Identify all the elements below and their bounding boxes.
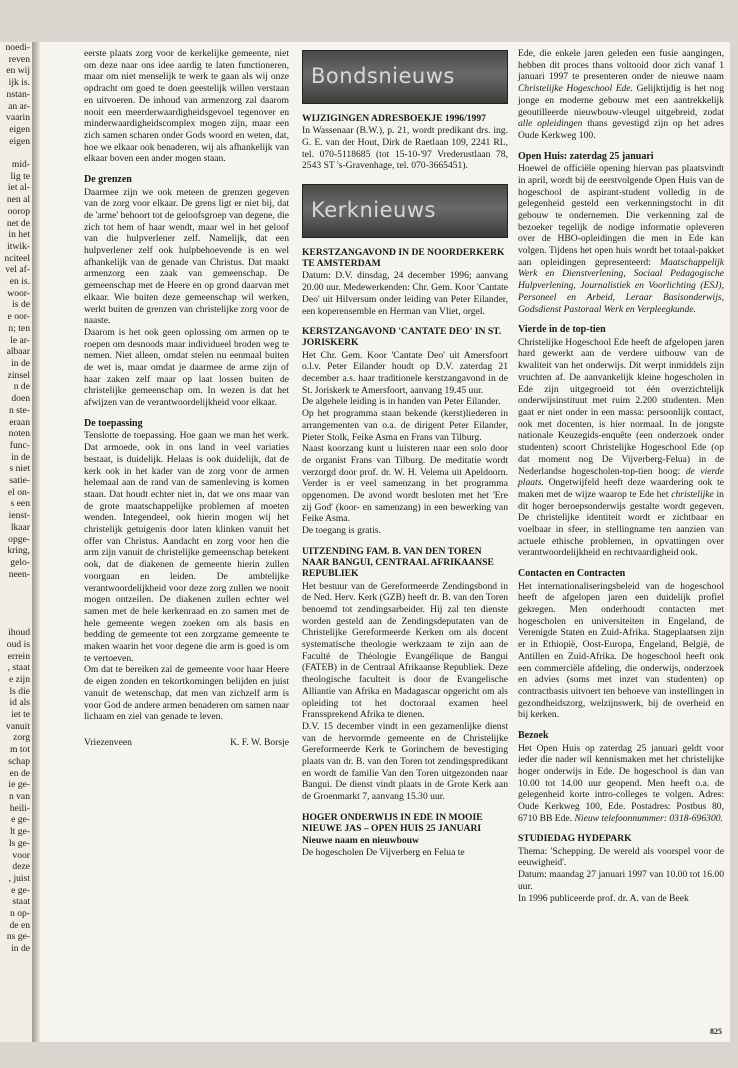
article-paragraph: Om dat te bereiken zal de gemeente voor haar Heere de eigen zonden en tekortkomingen belijden en juist vanuit de wetenschap, dat men van zichzelf arm is voor God de andere armen benaderen om samen naar lichaam en ziel van genade te leven. — [84, 664, 289, 723]
section-heading: Bezoek — [518, 730, 549, 742]
previous-page-line: lkaar — [10, 521, 30, 533]
previous-page-edge — [0, 42, 32, 1042]
previous-page-line: en is. — [9, 276, 30, 288]
news-paragraph: Het Open Huis op zaterdag 25 januari geldt voor ieder die nader wil kennismaken met het christelijke hoger onderwijs in Ede. De hogeschool is dan van 10.00 tot 14.00 uur geopend. Men heeft o.a. de gelegenheid korte intro-colleges te volgen. Adres: Oude Kerkweg 100, Ede. Postadres: Postbus 80, 6710 BB Ede. Nieuw telefoonnummer: 0318-696300. — [518, 742, 724, 824]
previous-page-line: mid- — [11, 159, 30, 171]
previous-page-text — [0, 42, 30, 955]
book-gutter — [32, 42, 40, 1042]
previous-page-line: lig te — [10, 170, 30, 182]
previous-page-line: net de — [6, 217, 30, 229]
author-place: Vriezenveen — [84, 736, 132, 748]
previous-page-line: iet te — [11, 709, 30, 721]
previous-page-line — [0, 592, 30, 604]
news-paragraph: Op het programma staan bekende (kerst)liederen in arrangementen van o.a. de dirigent Peter Eilander, Pieter Stolk, Feike Asma en Frans van Tilburg. — [302, 408, 508, 443]
section-banner-kerknieuws — [302, 184, 508, 238]
previous-page-line: in de — [11, 943, 30, 955]
previous-page-line: e zijn — [8, 673, 30, 685]
previous-page-line: ihoud — [8, 627, 30, 639]
previous-page-line: gelo- — [10, 556, 30, 568]
previous-page-line: ns ge- — [6, 931, 30, 943]
previous-page-line: ls die — [9, 685, 30, 697]
previous-page-line: ijk is. — [8, 77, 30, 89]
previous-page-line: zorg — [13, 732, 30, 744]
previous-page-line: en wij — [6, 65, 30, 77]
previous-page-line: voor — [12, 849, 30, 861]
previous-page-line — [0, 604, 30, 616]
news-heading: HOGER ONDERWIJS IN EDE IN MOOIE NIEUWE JAS – OPEN HUIS 25 JANUARI — [302, 811, 483, 835]
article-paragraph: Tenslotte de toepassing. Hoe gaan we man het werk. Dat armoede, ook in ons land in veel variaties bestaat, is duidelijk. Helaas is ook duidelijk, dat de kerk ook in het kader van de zorg voor de armen helemaal aan de rand van de samenleving is komen staan. Dat houdt echter niet in, dat we ons maar van de grote maatschappelijke problemen af moeten wenden. Integendeel, ook hierin mogen wij het christelijk getuigenis door laten klinken vanuit het offer van Christus. Aandacht en zorg voor hen die arm zijn vanuit de christelijke gemeenschap betekent ook, dat de diakenen de gemeente hierin zullen voorgaan en leiden. De ambtelijke verantwoordelijkheid voor deze zorg zullen we nooit mogen ontzeilen. De diakenen zullen echter wel samen met de hele kerkenraad en zo samen met de hele gemeente wegen zoeken om als basis en bedding de gemeente tot een zorgzame gemeente te maken waarin het voor degene die arm is goed is om te vertoeven. — [84, 430, 289, 664]
column-2 — [302, 48, 508, 859]
previous-page-line: errein — [7, 650, 30, 662]
news-paragraph: De hogescholen De Vijverberg en Felua te — [302, 846, 465, 858]
section-banner-bondsnieuws — [302, 50, 508, 104]
previous-page-line: vaarin — [6, 112, 30, 124]
previous-page-line: vel af- — [5, 264, 30, 276]
article-paragraph: Daarom is het ook geen oplossing om armen op te roepen om desnoods maar individueel broden weg te nemen. Niet alleen, omdat stelen nu eenmaal buiten de wet is, maar omdat je daarmee de arme zijn of haar zaken zelf maar op laat lossen buiten de christelijke gemeenschap om. In wezen is dat het afwijzen van de verantwoordelijkheid voor elkaar. — [84, 326, 289, 409]
news-heading: WIJZIGINGEN ADRESBOEKJE 1996/1997 — [302, 113, 486, 124]
previous-page-line: ienst- — [8, 510, 30, 522]
previous-page-line: eigen — [9, 135, 30, 147]
previous-page-line: n de — [13, 381, 30, 393]
previous-page-line: n op- — [10, 908, 30, 920]
previous-page-line: oorop — [7, 205, 30, 217]
previous-page-line — [0, 615, 30, 627]
previous-page-line: eigen — [9, 123, 30, 135]
previous-page-line: id als — [9, 697, 30, 709]
news-subheading: Nieuwe naam en nieuwbouw — [302, 835, 420, 847]
news-paragraph: De algehele leiding is in handen van Peter Eilander. — [302, 396, 501, 408]
news-heading: STUDIEDAG HYDEPARK — [518, 833, 632, 845]
previous-page-line: zinsel — [7, 369, 30, 381]
previous-page-line: noedi- — [5, 42, 30, 53]
previous-page-line — [0, 580, 30, 592]
news-paragraph: Naast koorzang kunt u luisteren naar een solo door de organist Frans van Tilburg. De meditatie wordt verzorgd door prof. dr. W. H. Velema uit Apeldoorn. Verder is er veel samenzang in het programma opgenomen. De avond wordt besloten met het 'Ere zij God' (koor- en samenzang) in een bewerking van Feike Asma. — [302, 443, 508, 525]
previous-page-line: , staat — [7, 662, 30, 674]
news-paragraph: In 1996 publiceerde prof. dr. A. van de Beek — [518, 892, 689, 904]
previous-page-line: s een — [10, 498, 30, 510]
previous-page-line: staat — [12, 896, 30, 908]
previous-page-line: in het — [8, 229, 30, 241]
news-paragraph: In Wassenaar (B.W.), p. 21, wordt predikant drs. ing. G. E. van der Hout, Dirk de Raetlaan 109, 2241 RL, tel. 070-5118685 (tot 15-10-'97 Vrederustlaan 78, 2543 ST 's-Gravenhage, tel. 070-3665451). — [302, 125, 508, 172]
previous-page-line: m tot — [10, 744, 30, 756]
previous-page-line: de en — [9, 919, 30, 931]
previous-page-line: s niet — [9, 463, 30, 475]
previous-page-line: vanuit — [6, 720, 30, 732]
banner-label: Kerknieuws — [311, 198, 436, 223]
section-heading: Contacten en Contracten — [518, 568, 626, 580]
previous-page-line: heili- — [9, 802, 30, 814]
previous-page-line: opge- — [8, 533, 30, 545]
news-paragraph: Christelijke Hogeschool Ede heeft de afgelopen jaren hard gewerkt aan de verdere uitbouw van de kwaliteit van het onderwijs. Dit werpt inmiddels zijn vruchten af. De aanvankelijk kleine hogescholen in Ede zijn uitgegroeid tot één overzichtelijk onderwijsinstituut met ruim 2.200 studenten. Men gaat er niet onder in een massa: persoonlijk contact, ook met docenten, is hier normaal. In de jongste nationale Keuzegids-enquête (een onderzoek onder studenten) scoort Christelijke Hogeschool Ede (op dat moment nog De Vijverberg-Felua) in de Nederlandse hogescholen-top-tien hoog: de vierde plaats. Ongetwijfeld heeft deze waardering ook te maken met de wijze waarop te Ede het christelijke in dit hoger beroepsonderwijs gestalte wordt gegeven. De christelijke identiteit wordt er zichtbaar en voelbaar in sfeer, in stellingname ten aanzien van actuele ethische problemen, in opvattingen over verantwoordelijkheid en rechtvaardigheid ook. — [518, 336, 724, 559]
previous-page-line: nciteel — [4, 252, 30, 264]
news-paragraph: Het bestuur van de Gereformeerde Zendingsbond in de Ned. Herv. Kerk (GZB) heeft dr. B. van den Toren benoemd tot zendingsarbeider. Hij zal ten dienste worden gesteld aan de Zendingsdeputaten van de Christelijke Gereformeerde Kerken om als docent systematische theologie werkzaam te zijn aan de Faculté de Théologie Evangélique de Bangui (FATEB) in de Centraal Afrikaanse Republiek. Deze theologische faculteit is door de Evangelische Alliantie van Afrika en Madagascar opgericht om als opleiding tot het doctoraal examen heel Franssprekend Afrika te dienen. — [302, 580, 508, 721]
section-heading: Open Huis: zaterdag 25 januari — [518, 150, 654, 162]
previous-page-line: eraan — [9, 416, 30, 428]
banner-label: Bondsnieuws — [311, 64, 455, 89]
previous-page-line: le ar- — [10, 334, 30, 346]
previous-page-line: nen al — [6, 194, 30, 206]
news-paragraph: Thema: 'Schepping. De wereld als voorspel voor de eeuwigheid'. — [518, 845, 724, 869]
article-paragraph: Daarmee zijn we ook meteen de grenzen gegeven van de zorg voor elkaar. De grens ligt er niet bij, dat de 'arme' behoort tot de geloofsgroep van degene, die zich tot hem of haar wendt, maar wel in het geloof van die hulpverlener zelf. Namelijk, dat een hulpverlener zelf ook hulpbehoevende is en wel afhankelijk van de genade van Christus. Dat maakt armenzorg een zaak van gemeenschap. De gemeenschap met de Heere en op grond daarvan met elkaar. Wie buiten deze gemeenschap wil werken, werkt buiten de grenzen van christelijke zorg voor de naaste. — [84, 186, 289, 327]
previous-page-line: el on- — [7, 486, 30, 498]
previous-page-line: reven — [8, 53, 30, 65]
previous-page-line: oud is — [6, 638, 30, 650]
news-paragraph: D.V. 15 december vindt in een gezamenlijke dienst van de hervormde gemeente en de Christelijke Gereformeerde Kerk te Gorinchem de bevestiging plaats van dr. B. van den Toren tot zendingspredikant en wordt de familie Van den Toren uitgezonden naar Bangui. De dienst vindt plaats in de Grote Kerk aan de Groenmarkt 7, aanvang 15.30 uur. — [302, 720, 508, 803]
previous-page-line: neen- — [8, 568, 30, 580]
previous-page-line: kring, — [7, 545, 30, 557]
news-paragraph: Datum: D.V. dinsdag, 24 december 1996; aanvang 20.00 uur. Medewerkenden: Chr. Gem. Koor 'Cantate Deo' uit Hilversum onder leiding van Peter Eilander, een koperensemble en Herman van Vliet, orgel. — [302, 270, 508, 317]
section-heading: De toepassing — [84, 417, 143, 429]
previous-page-line: ie ge- — [8, 779, 30, 791]
previous-page-line: func- — [9, 439, 30, 451]
previous-page-line: albaar — [6, 346, 30, 358]
author-signoff — [84, 737, 289, 749]
previous-page-line: doen — [11, 393, 30, 405]
news-heading: UITZENDING FAM. B. VAN DEN TOREN NAAR BANGUI, CENTRAAL AFRIKAANSE REPUBLIEK — [302, 545, 494, 580]
previous-page-line: en de — [9, 767, 30, 779]
news-paragraph: Hoewel de officiële opening hiervan pas plaatsvindt in april, wordt bij de eerstvolgende Open Huis van de hogeschool de aspirant-student volledig in de gelegenheid gesteld een verkenningstocht in dit gebouw te ondernemen. Die verkenning zal de bezoeker tegelijk de nodige informatie opleveren over de HBO-opleidingen die men in Ede kan volgen. Tijdens het open huis wordt het totaal-pakket aan opleidingen gepresenteerd: Maatschappelijk Werk en Dienstverlening, Sociaal Pedagogische Hulpverlening, Journalistiek en Voorlichting (ESJ), Personeel en Arbeid, Leraar Basisonderwijs, Godsdienst Pastoraal Werk en Verpleegkunde. — [518, 163, 724, 315]
column-3 — [518, 48, 724, 904]
previous-page-line: is de — [12, 299, 30, 311]
news-heading: KERSTZANGAVOND IN DE NOORDERKERK TE AMSTERDAM — [302, 247, 505, 270]
previous-page-line: n van — [8, 791, 30, 802]
previous-page-line: lt ge- — [10, 826, 30, 838]
news-paragraph: Ede, die enkele jaren geleden een fusie aangingen, hebben dit proces thans voltooid door zich vanaf 1 januari 1997 te presenteren onder de nieuwe naam Christelijke Hogeschool Ede. Gelijktijdig is het nog jonge en moderne gebouw met een aantrekkelijk geoutilleerde nieuwbouw-vleugel uitgebreid, zodat alle opleidingen thans gevestigd zijn op het adres Oude Kerkweg 100. — [518, 48, 724, 141]
previous-page-line: e ge- — [11, 884, 30, 896]
previous-page-line: noten — [8, 428, 30, 440]
previous-page-line: n ste- — [8, 404, 30, 416]
previous-page-line: woor- — [7, 287, 30, 299]
previous-page-line: n; ten — [8, 322, 30, 334]
previous-page-line: in de — [11, 357, 30, 369]
page-number: 825 — [710, 1027, 722, 1036]
article-paragraph: eerste plaats zorg voor de kerkelijke gemeente, niet om deze naar ons idee aardig te laten functioneren, maar om niet menselijk te werk te gaan als wij onze opdracht om goed te doen geestelijk willen verstaan en uitvoeren. De inhoud van armenzorg zal daarom nooit een meerderwaardigheidsgevoel tegenover en minderwaardigheidscomplex mogen zijn, maar een zich samen scharen onder Gods woord en weten, dat, hoe we elkaar ook benaderen, wij als afhankelijk van elkaar boven een ander mogen staan. — [84, 48, 289, 165]
previous-page-line: deze — [12, 861, 30, 873]
previous-page-line: ls ge- — [8, 837, 30, 849]
previous-page-line: schap — [8, 755, 30, 767]
news-paragraph: De toegang is gratis. — [302, 525, 381, 537]
previous-page-line: satie- — [9, 475, 30, 487]
column-1 — [84, 48, 289, 749]
author-name: K. F. W. Borsje — [230, 736, 289, 748]
previous-page-line: e oor- — [7, 311, 30, 323]
previous-page-line: iet al- — [7, 182, 30, 194]
page — [40, 42, 730, 1042]
section-heading: De grenzen — [84, 174, 132, 186]
previous-page-line — [0, 147, 30, 159]
previous-page-line: e ge- — [11, 814, 30, 826]
news-paragraph: Datum: maandag 27 januari 1997 van 10.00 tot 16.00 uur. — [518, 869, 724, 892]
previous-page-line: nstan- — [6, 88, 30, 100]
section-heading: Vierde in de top-tien — [518, 324, 606, 336]
news-paragraph: Het internationaliseringsbeleid van de hogeschool heeft de afgelopen jaren een duidelijk profiel gekregen. Men onderhoudt contacten met hogescholen en universiteiten in Engeland, de Verenigde Staten en Zuid-Afrika. Stageplaatsen zijn er in Ethiopië, Oost-Europa, Engeland, België, de Antillen en Zuid-Afrika. De hogeschool heeft ook een commerciële afdeling, die onderwijs, onderzoek en advies (soms met inzet van studenten) op contractbasis uitvoert ten behoeve van instellingen in gezondheidszorg, welzijnswerk, bij de overheid en bij kerken. — [518, 580, 724, 721]
news-heading: KERSTZANGAVOND 'CANTATE DEO' IN ST. JORISKERK — [302, 326, 502, 349]
previous-page-line: an ar- — [8, 100, 30, 112]
previous-page-line: itwik- — [7, 240, 30, 252]
news-paragraph: Het Chr. Gem. Koor 'Cantate Deo' uit Amersfoort o.l.v. Peter Eilander houdt op D.V. zaterdag 21 december a.s. haar traditionele kerstzangavond in de St. Joriskerk te Amersfoort, aanvang 19.45 uur. — [302, 349, 508, 396]
previous-page-line: in de — [11, 451, 30, 463]
previous-page-line: , juist — [8, 872, 30, 884]
